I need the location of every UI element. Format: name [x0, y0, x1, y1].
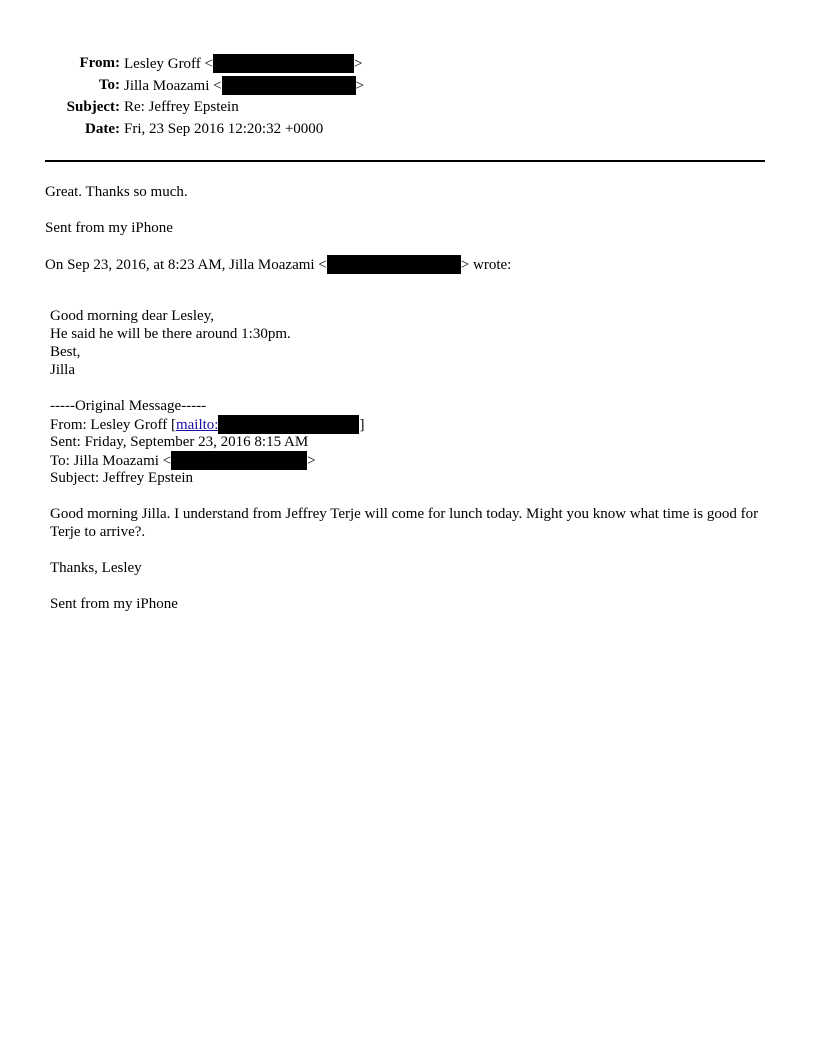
quoted-sender: Jilla — [50, 362, 75, 378]
original-sent: Sent: Friday, September 23, 2016 8:15 AM — [50, 434, 309, 450]
original-from — [50, 415, 364, 434]
quoted-closing: Best, — [50, 344, 81, 360]
quote-intro — [45, 255, 511, 274]
redaction-box — [327, 255, 461, 274]
original-from-prefix: From: Lesley Groff [ — [50, 417, 176, 433]
original-to-prefix: To: Jilla Moazami < — [50, 453, 172, 469]
date-label: Date: — [85, 121, 120, 137]
from-value — [124, 54, 362, 73]
redaction-box — [213, 54, 354, 73]
reply-signature: Sent from my iPhone — [45, 220, 173, 236]
reply-text: Great. Thanks so much. — [45, 184, 188, 200]
original-to-suffix: > — [307, 453, 316, 469]
to-label: To: — [98, 77, 120, 93]
to-value — [124, 76, 364, 95]
subject-value: Re: Jeffrey Epstein — [124, 99, 239, 115]
header-to-row — [0, 76, 816, 94]
to-close: > — [355, 78, 365, 94]
mailto-link[interactable]: mailto: — [175, 417, 219, 433]
quoted-greeting: Good morning dear Lesley, — [50, 308, 214, 324]
date-value: Fri, 23 Sep 2016 12:20:32 +0000 — [124, 121, 324, 137]
header-from-row — [0, 54, 816, 72]
quote-intro-before: On Sep 23, 2016, at 8:23 AM, Jilla Moazami < — [45, 257, 327, 273]
original-signature: Sent from my iPhone — [50, 596, 178, 612]
header-date-row — [0, 120, 816, 138]
header-divider — [45, 160, 765, 162]
from-label: From: — [79, 55, 120, 71]
quoted-line: He said he will be there around 1:30pm. — [50, 326, 291, 342]
header-subject-row — [0, 98, 816, 116]
original-separator: -----Original Message----- — [50, 398, 207, 414]
original-to — [50, 451, 316, 470]
redaction-box — [171, 451, 307, 470]
to-name: Jilla Moazami < — [124, 78, 222, 94]
from-close: > — [354, 56, 363, 72]
redaction-box — [218, 415, 359, 434]
original-thanks: Thanks, Lesley — [50, 560, 142, 576]
original-body: Good morning Jilla. I understand from Jeffrey Terje will come for lunch today. Might you know what time is good for Terje to arrive?. — [50, 506, 759, 540]
original-subject: Subject: Jeffrey Epstein — [50, 470, 194, 486]
redaction-box — [222, 76, 356, 95]
quote-intro-after: > wrote: — [460, 257, 512, 273]
from-name: Lesley Groff < — [124, 56, 213, 72]
original-from-suffix: ] — [359, 417, 365, 433]
subject-label: Subject: — [66, 99, 120, 115]
